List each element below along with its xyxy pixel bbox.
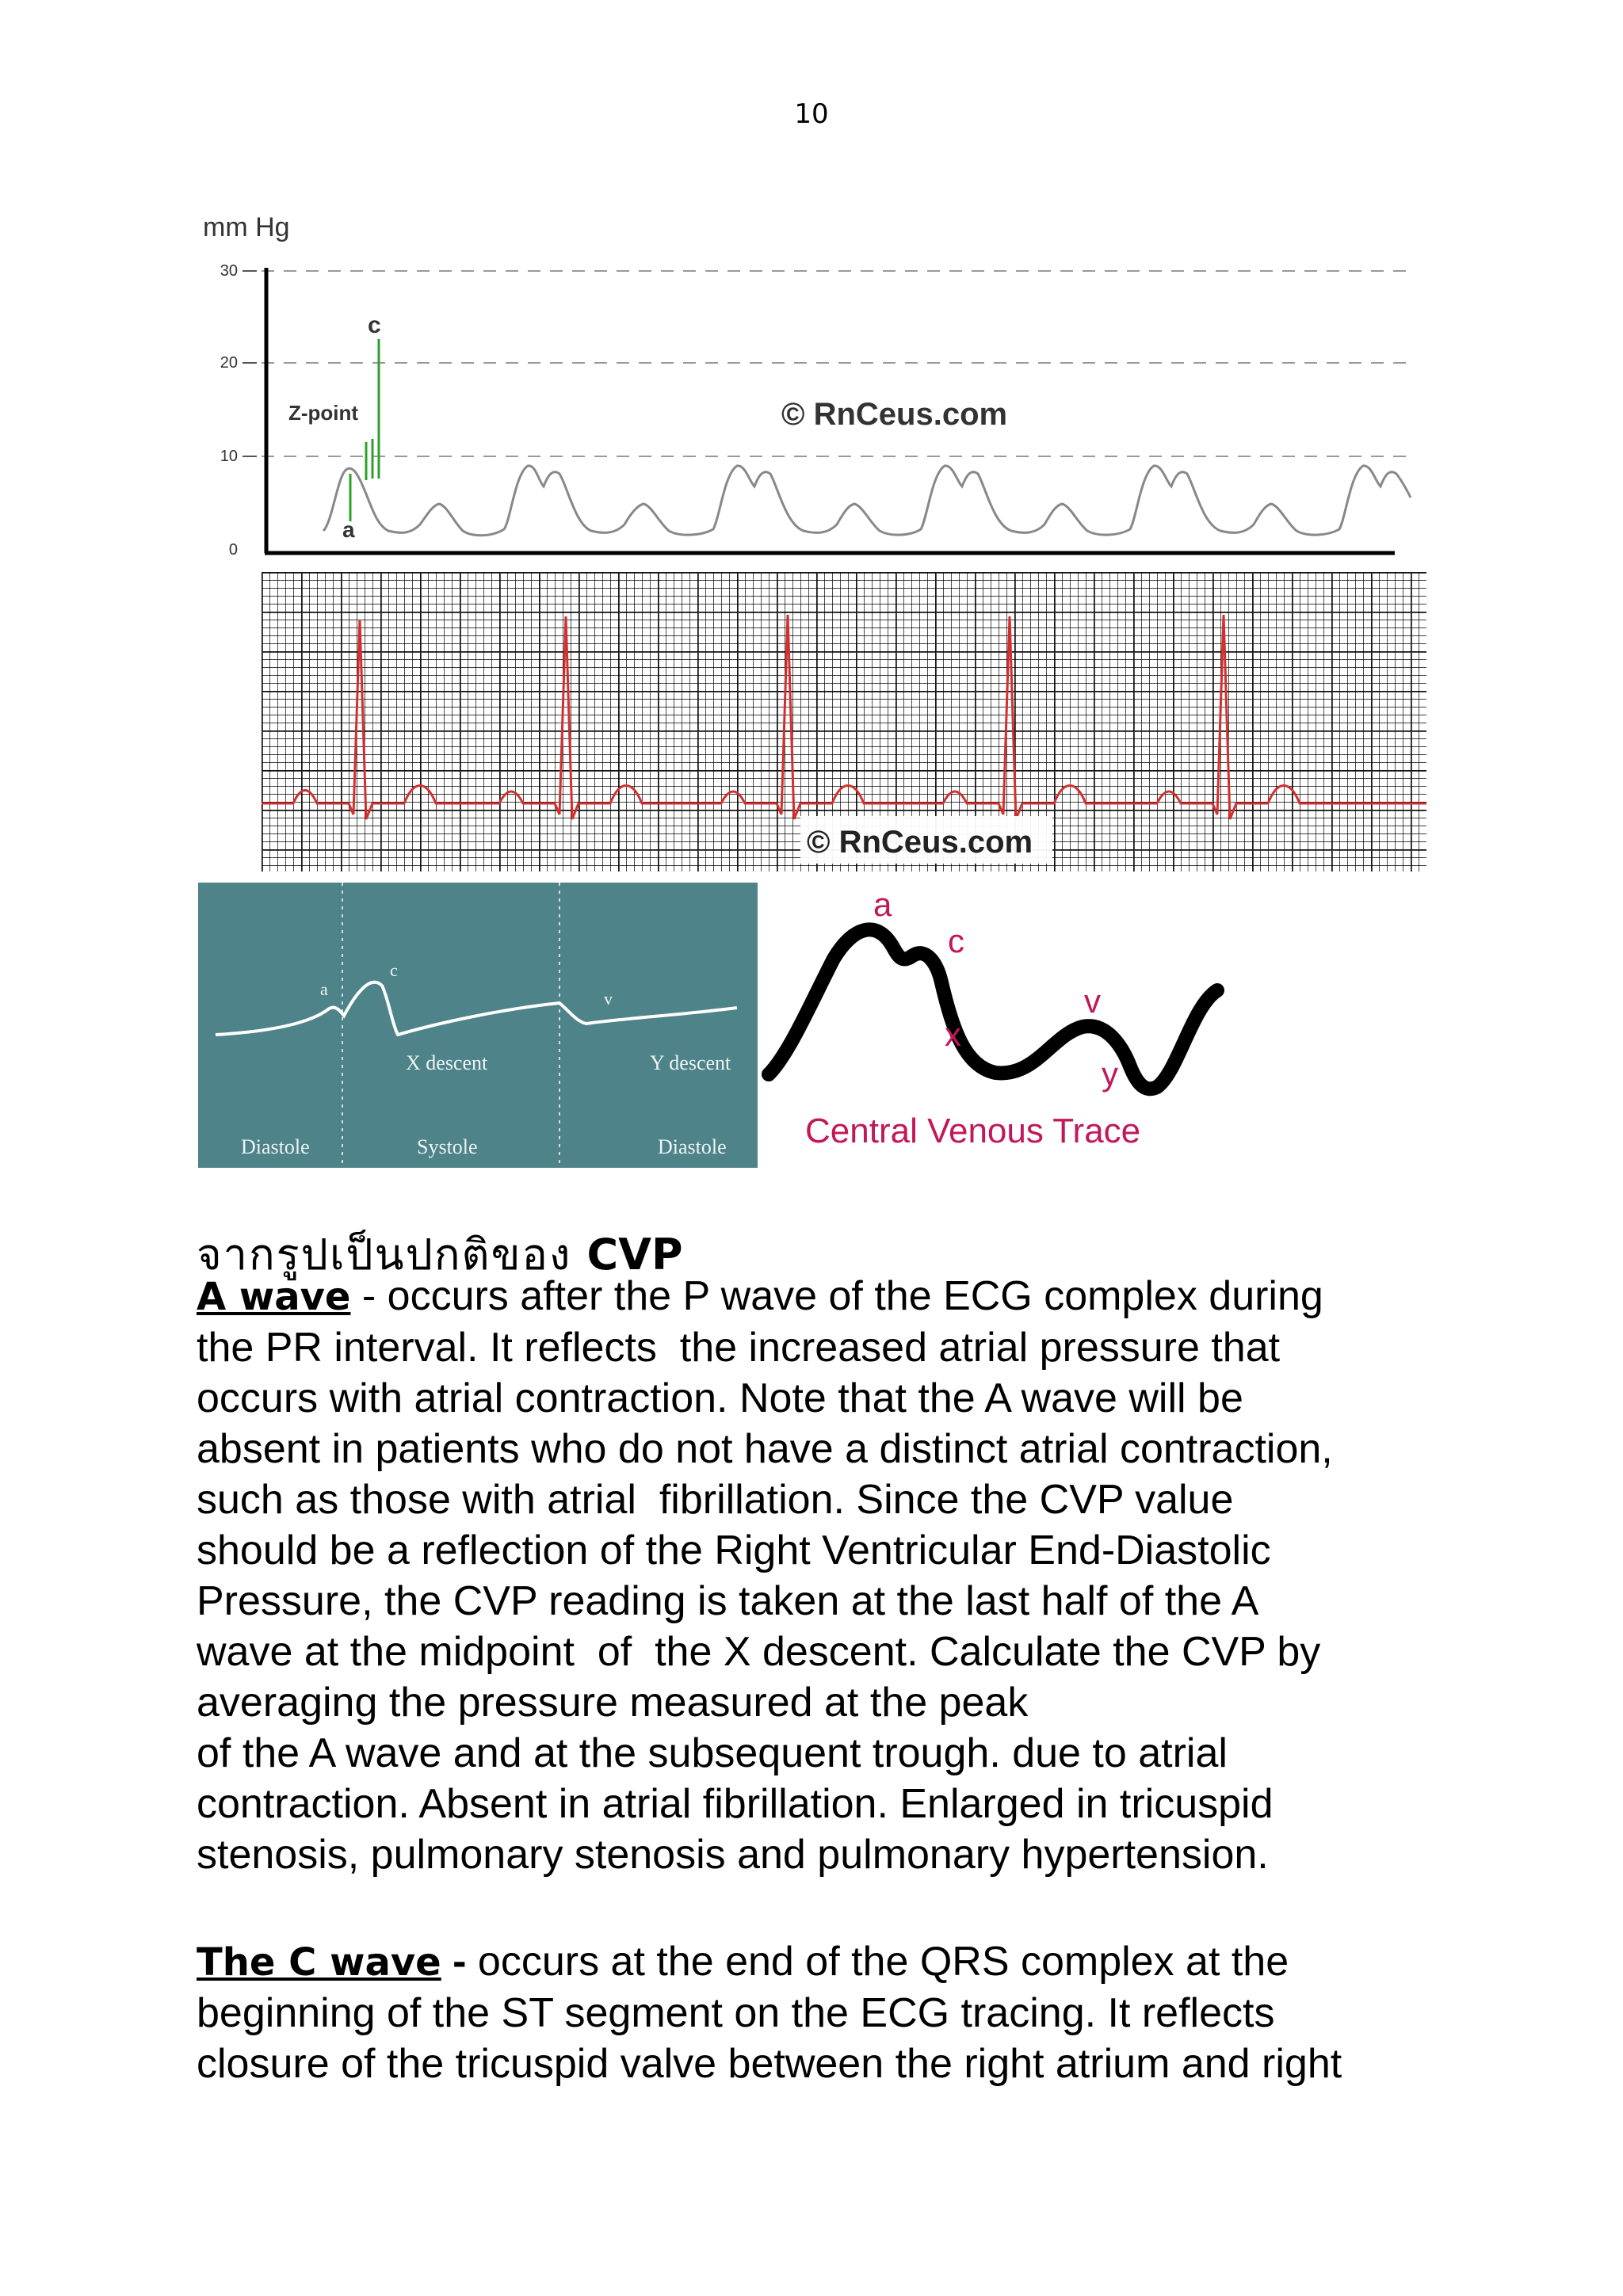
trace-label-c: c (948, 922, 964, 959)
paragraph-line: the PR interval. It reflects the increased atrial pressure that (197, 1325, 1281, 1371)
trace-label-x: x (945, 1016, 961, 1053)
paragraph-line: absent in patients who do not have a distinct atrial contraction, (197, 1426, 1333, 1472)
cvp-phase-diagram (198, 883, 758, 1168)
trace-label-a: a (873, 886, 892, 923)
central-venous-trace (758, 879, 1249, 1173)
y-descent-label: Y descent (650, 1051, 731, 1074)
c-wave-paragraph (197, 1936, 1433, 2089)
paragraph-line (197, 1271, 1433, 1322)
line-text: - occurs after the P wave of the ECG complex during (350, 1273, 1323, 1319)
heading-cvp: CVP (586, 1230, 683, 1280)
paragraph-line (197, 1936, 1433, 1988)
wave-label-a: a (320, 979, 328, 999)
paragraph-line: averaging the pressure measured at the peak (197, 1680, 1029, 1726)
wave-label-c: c (390, 960, 398, 980)
trace-label-y: y (1102, 1055, 1118, 1093)
trace-title: Central Venous Trace (805, 1112, 1141, 1150)
paragraph-line: beginning of the ST segment on the ECG tracing. It reflects (197, 1990, 1275, 2036)
c-wave-term: The C wave (197, 1940, 441, 1985)
marker-lines (350, 339, 379, 521)
wave-label-c: c (368, 312, 381, 338)
watermark: © RnCeus.com (781, 397, 1008, 432)
y-tick: 30 (220, 262, 238, 280)
ecg-strip (262, 572, 1426, 871)
paragraph-line: should be a reflection of the Right Ventricular End-Diastolic (197, 1527, 1271, 1573)
paragraph-line: stenosis, pulmonary stenosis and pulmonary hypertension. (197, 1832, 1269, 1878)
y-tick: 20 (220, 354, 238, 372)
paragraph-line: occurs with atrial contraction. Note that the A wave will be (197, 1375, 1243, 1421)
unit-label: mm Hg (203, 212, 290, 242)
paragraph-line: contraction. Absent in atrial fibrillation. Enlarged in tricuspid (197, 1781, 1274, 1827)
x-descent-label: X descent (406, 1051, 488, 1074)
wave-label-a: a (342, 517, 355, 542)
phase-label-systole: Systole (417, 1135, 478, 1158)
paragraph-line: of the A wave and at the subsequent trough. due to atrial (197, 1730, 1228, 1776)
paragraph-line: wave at the midpoint of the X descent. Calculate the CVP by (197, 1629, 1321, 1675)
term-dash: - (441, 1939, 478, 1985)
page-number: 10 (794, 98, 829, 130)
paragraph-line: closure of the tricuspid valve between the right atrium and right (197, 2041, 1342, 2087)
z-point-label: Z-point (288, 401, 359, 425)
watermark: © RnCeus.com (807, 825, 1033, 860)
a-wave-term: A wave (197, 1275, 351, 1319)
y-tick: 10 (220, 448, 238, 465)
cvp-waveform (323, 466, 1411, 536)
a-wave-paragraph (197, 1271, 1433, 1880)
trace-label-v: v (1084, 982, 1101, 1020)
heading-thai: จากรูปเป็นปกติของ (197, 1230, 587, 1280)
paragraph-line: Pressure, the CVP reading is taken at the last half of the A (197, 1578, 1259, 1624)
y-tick: 0 (228, 541, 238, 559)
phase-label-diastole-2: Diastole (658, 1135, 727, 1158)
paragraph-line: such as those with atrial fibrillation. Since the CVP value (197, 1477, 1234, 1523)
trace-line (769, 929, 1217, 1089)
wave-label-v: v (604, 989, 613, 1009)
cvp-pressure-chart (190, 204, 1442, 569)
phase-label-diastole: Diastole (241, 1135, 310, 1158)
line-text: occurs at the end of the QRS complex at the (477, 1939, 1289, 1985)
